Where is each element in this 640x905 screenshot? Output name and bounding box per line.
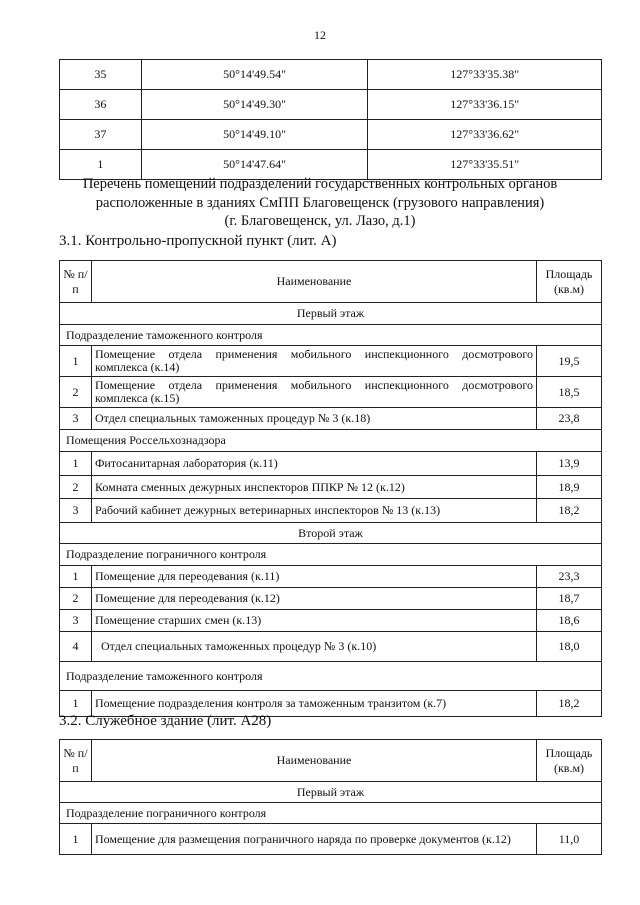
column-header-name: Наименование — [91, 740, 536, 782]
row-number: 1 — [60, 691, 92, 717]
table-row — [60, 476, 602, 499]
room-area: 23,8 — [537, 408, 602, 430]
room-area: 18,0 — [537, 632, 602, 662]
room-name: Помещение отдела применения мобильного инспекционного досмотрового комплекса (к.14) — [91, 346, 536, 377]
row-number: 1 — [60, 346, 92, 377]
section-title: 3.2. Служебное здание (лит. А28) — [59, 713, 272, 729]
table-row — [60, 824, 602, 855]
longitude: 127°33'35.38" — [368, 60, 602, 90]
room-name: Отдел специальных таможенных процедур № 3 (к.10) — [91, 632, 536, 662]
table-row — [60, 60, 602, 90]
row-number: 3 — [60, 610, 92, 632]
longitude: 127°33'36.62" — [368, 120, 602, 150]
table-row — [60, 499, 602, 523]
group-label: Подразделение таможенного контроля — [60, 325, 602, 346]
room-name: Отдел специальных таможенных процедур № 3 (к.18) — [91, 408, 536, 430]
column-header-number: № п/п — [60, 740, 92, 782]
room-area: 18,2 — [537, 499, 602, 523]
row-number: 2 — [60, 476, 92, 499]
room-name: Помещение для размещения пограничного наряда по проверке документов (к.12) — [91, 824, 536, 855]
room-area: 18,9 — [537, 476, 602, 499]
floor-label: Первый этаж — [60, 303, 602, 325]
row-number: 3 — [60, 499, 92, 523]
longitude: 127°33'36.15" — [368, 90, 602, 120]
table-row — [60, 408, 602, 430]
room-name: Помещение подразделения контроля за таможенным транзитом (к.7) — [91, 691, 536, 717]
room-name: Помещение старших смен (к.13) — [91, 610, 536, 632]
row-number: 3 — [60, 408, 92, 430]
longitude: 127°33'35.51" — [368, 150, 602, 180]
latitude: 50°14'47.64" — [141, 150, 368, 180]
group-label: Подразделение пограничного контроля — [60, 803, 602, 824]
point-number: 37 — [60, 120, 142, 150]
table-row — [60, 632, 602, 662]
table-row — [60, 588, 602, 610]
room-area: 18,2 — [537, 691, 602, 717]
latitude: 50°14'49.10" — [141, 120, 368, 150]
room-area: 18,5 — [537, 377, 602, 408]
floor-label: Второй этаж — [60, 523, 602, 544]
latitude: 50°14'49.30" — [141, 90, 368, 120]
room-name: Помещение для переодевания (к.11) — [91, 566, 536, 588]
point-number: 36 — [60, 90, 142, 120]
group-label: Подразделение пограничного контроля — [60, 544, 602, 566]
service-building-rooms-table — [59, 739, 602, 855]
floor-label: Первый этаж — [60, 782, 602, 803]
room-area: 18,7 — [537, 588, 602, 610]
table-row — [60, 566, 602, 588]
room-area: 13,9 — [537, 452, 602, 476]
page-number: 12 — [314, 28, 326, 42]
column-header-area: Площадь (кв.м) — [537, 261, 602, 303]
room-name: Помещение для переодевания (к.12) — [91, 588, 536, 610]
coordinates-table — [59, 59, 602, 180]
table-header — [60, 740, 602, 782]
group-label: Помещения Россельхознадзора — [60, 430, 602, 452]
heading-line: расположенные в зданиях СмПП Благовещенск (грузового направления) — [95, 194, 545, 211]
table-row — [60, 452, 602, 476]
point-number: 35 — [60, 60, 142, 90]
room-name: Комната сменных дежурных инспекторов ППКР № 12 (к.12) — [91, 476, 536, 499]
table-row — [60, 610, 602, 632]
row-number: 1 — [60, 824, 92, 855]
table-row — [60, 377, 602, 408]
section-title: 3.1. Контрольно-пропускной пункт (лит. А) — [59, 233, 337, 249]
document-heading — [0, 175, 640, 231]
room-name: Помещение отдела применения мобильного инспекционного досмотрового комплекса (к.15) — [91, 377, 536, 408]
point-number: 1 — [60, 150, 142, 180]
room-area: 19,5 — [537, 346, 602, 377]
column-header-area: Площадь (кв.м) — [537, 740, 602, 782]
room-area: 18,6 — [537, 610, 602, 632]
room-area: 23,3 — [537, 566, 602, 588]
table-row — [60, 120, 602, 150]
column-header-number: № п/п — [60, 261, 92, 303]
heading-line: (г. Благовещенск, ул. Лазо, д.1) — [224, 213, 416, 229]
table-row — [60, 346, 602, 377]
checkpoint-rooms-table — [59, 260, 602, 717]
row-number: 2 — [60, 588, 92, 610]
room-name: Фитосанитарная лаборатория (к.11) — [91, 452, 536, 476]
row-number: 4 — [60, 632, 92, 662]
room-area: 11,0 — [537, 824, 602, 855]
table-header — [60, 261, 602, 303]
latitude: 50°14'49.54" — [141, 60, 368, 90]
group-label: Подразделение таможенного контроля — [60, 662, 602, 691]
row-number: 1 — [60, 452, 92, 476]
row-number: 2 — [60, 377, 92, 408]
table-row — [60, 90, 602, 120]
heading-line: Перечень помещений подразделений государственных контрольных органов — [82, 176, 558, 192]
column-header-name: Наименование — [91, 261, 536, 303]
row-number: 1 — [60, 566, 92, 588]
room-name: Рабочий кабинет дежурных ветеринарных инспекторов № 13 (к.13) — [91, 499, 536, 523]
